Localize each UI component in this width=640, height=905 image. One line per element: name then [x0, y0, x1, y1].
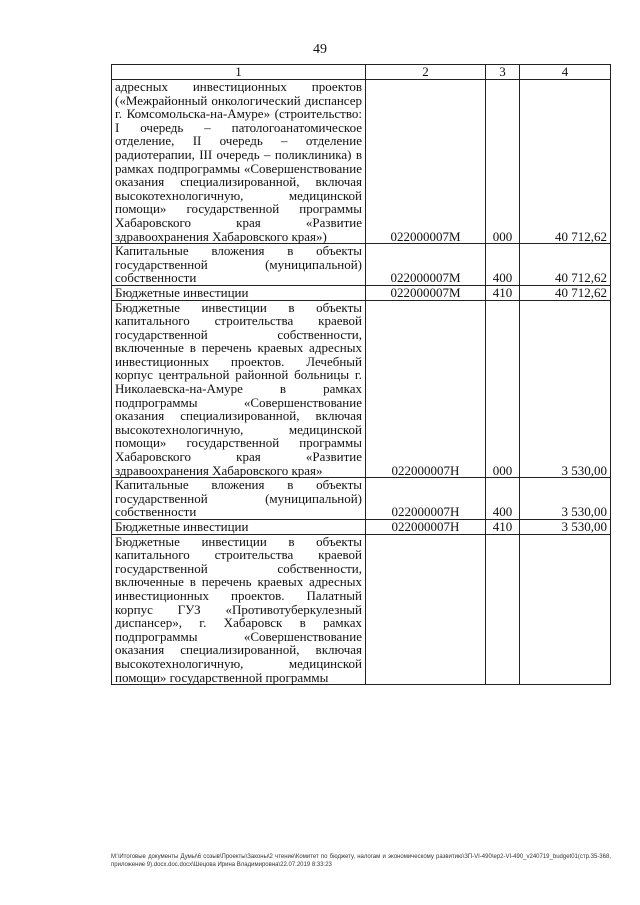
row-amount: [520, 534, 611, 685]
table-row: [112, 534, 611, 685]
row-type: 410: [486, 285, 520, 300]
table-row: [112, 520, 611, 535]
row-description: Бюджетные инвестиции: [112, 285, 366, 300]
row-code: [366, 534, 486, 685]
header-col-1: 1: [112, 65, 366, 80]
table-header-row: [112, 65, 611, 80]
row-description: адресных инвестиционных проектов («Межрайонный онкологический диспансер г. Комсомольска-на-Амуре» (строительство: I очередь – патологоанатомическое отделение, II очередь – отделение радиотерапии, III очередь – поликлиника) в рамках подпрограммы «Совершенствование оказания специализированной, включая высокотехнологичную, медицинской помощи» государственной программы Хабаровского края «Развитие здравоохранения Хабаровского края»): [112, 80, 366, 244]
document-path-footer: М:\Итоговые документы Думы\6 созыв\Проекты\Законы\2 чтение\Комитет по бюджету, налогам и экономическому развитию\ЗП-VI-490\ер2-VI-490_v240719_budget01(стр.35-368, приложение 9).docx.doc.docx\Шецова Ирина Владимировна\22.07.2019 8:33:23: [111, 854, 611, 868]
row-amount: 40 712,62: [520, 285, 611, 300]
row-amount: 3 530,00: [520, 520, 611, 535]
row-code: 022000007Н: [366, 478, 486, 520]
row-code: 022000007М: [366, 80, 486, 244]
table-row: [112, 285, 611, 300]
row-type: 000: [486, 300, 520, 478]
row-type: 000: [486, 80, 520, 244]
budget-table: [111, 64, 611, 685]
row-description: Бюджетные инвестиции: [112, 520, 366, 535]
row-code: 022000007Н: [366, 300, 486, 478]
header-col-3: 3: [486, 65, 520, 80]
row-description: Капитальные вложения в объекты государственной (муниципальной) собственности: [112, 244, 366, 286]
row-code: 022000007Н: [366, 520, 486, 535]
row-type: [486, 534, 520, 685]
table-row: [112, 244, 611, 286]
row-description: Бюджетные инвестиции в объекты капитального строительства краевой государственной собственности, включенные в перечень краевых адресных инвестиционных проектов. Лечебный корпус центральной районной больницы г. Николаевска-на-Амуре в рамках подпрограммы «Совершенствование оказания специализированной, включая высокотехнологичную, медицинской помощи» государственной программы Хабаровского края «Развитие здравоохранения Хабаровского края»: [112, 300, 366, 478]
row-amount: 40 712,62: [520, 80, 611, 244]
row-amount: 3 530,00: [520, 300, 611, 478]
row-code: 022000007М: [366, 244, 486, 286]
row-type: 410: [486, 520, 520, 535]
row-amount: 3 530,00: [520, 478, 611, 520]
header-col-4: 4: [520, 65, 611, 80]
row-description: Бюджетные инвестиции в объекты капитального строительства краевой государственной собственности, включенные в перечень краевых адресных инвестиционных проектов. Палатный корпус ГУЗ «Противотуберкулезный диспансер», г. Хабаровск в рамках подпрограммы «Совершенствование оказания специализированной, включая высокотехнологичную, медицинской помощи» государственной программы: [112, 534, 366, 685]
table-row: [112, 478, 611, 520]
row-amount: 40 712,62: [520, 244, 611, 286]
table-row: [112, 80, 611, 244]
row-type: 400: [486, 244, 520, 286]
header-col-2: 2: [366, 65, 486, 80]
row-type: 400: [486, 478, 520, 520]
row-code: 022000007М: [366, 285, 486, 300]
table-row: [112, 300, 611, 478]
row-description: Капитальные вложения в объекты государственной (муниципальной) собственности: [112, 478, 366, 520]
page-number: 49: [313, 42, 327, 57]
